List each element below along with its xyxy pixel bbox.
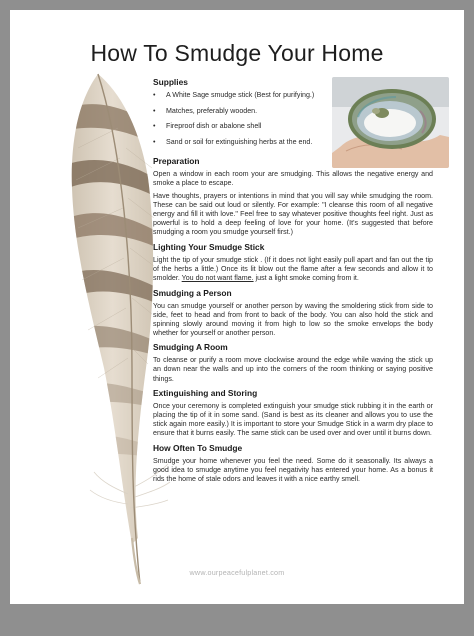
- paragraph: Open a window in each room your are smudging. This allows the negative energy and smoke a place to escape.: [153, 169, 433, 187]
- preparation-heading: Preparation: [153, 155, 200, 166]
- supplies-heading: Supplies: [153, 77, 188, 87]
- smudging-person-section: [153, 288, 433, 338]
- underlined-text: You do not want flame.: [181, 274, 254, 283]
- paragraph: You can smudge yourself or another person by waving the smoldering stick from side to side, feet to head and from front to back of the body. You can also hold the stick and spinning slowly around moving it from high to low so the smoke envelops the body whether for yourself or another person.: [153, 301, 433, 337]
- list-item: • Matches, preferably wooden.: [153, 107, 328, 116]
- lighting-heading: Lighting Your Smudge Stick: [153, 241, 265, 252]
- paragraph: Once your ceremony is completed extinguish your smudge stick rubbing it in the earth or placing the tip of it in some sand. (Sand is best as its cleaner and allows you to use the stick again more easily.) It is important to store your Smudge Stick in a warm dry place to ensure that it burns easily. The same stick can be used over and over until it burns down.: [153, 402, 433, 438]
- page-title: How To Smudge Your Home: [90, 40, 384, 66]
- smudging-person-heading: Smudging a Person: [153, 287, 232, 298]
- list-item: • Sand or soil for extinguishing herbs at the end.: [153, 138, 328, 147]
- extinguishing-heading: Extinguishing and Storing: [153, 388, 258, 399]
- paragraph: Smudge your home whenever you feel the need. Some do it seasonally. Its always a good idea to smudge anytime you feel negativity has entered your home. As a bonus it rids the home of stale odors and leaves it with a nice earthy smell.: [153, 456, 433, 483]
- smudging-room-heading: Smudging A Room: [153, 342, 228, 353]
- supplies-section: [153, 77, 328, 147]
- paragraph: Have thoughts, prayers or intentions in mind that you will say while smudging the room. These can be said out loud or silently. For example: "I cleanse this room of all negative energy and fill it with love." Feel free to say whatever positive thoughts feel right. Just as powerful is to hold a deep feeling of love for your home. (It's suggested that before smudging a room you smudge yourself first.): [153, 192, 433, 237]
- document-page: [10, 10, 464, 604]
- paragraph: To cleanse or purify a room move clockwise around the edge while waving the stick up an down near the walls and up into the corners of the room thinking or saying positive things.: [153, 356, 433, 383]
- paragraph: [153, 256, 433, 283]
- text-span: Light the tip of your smudge stick . (If it does not light easily pull apart and fan out the tip of the herbs a little.) Once its lit blow out the flame after a few seconds and allow it to smolder.: [153, 255, 433, 283]
- smudging-room-section: [153, 342, 433, 383]
- content-column: [153, 77, 433, 488]
- footer-url: www.ourpeacefulplanet.com: [189, 568, 285, 577]
- extinguishing-section: [153, 388, 433, 438]
- list-item: • Fireproof dish or abalone shell: [153, 122, 328, 131]
- feather-icon: [28, 68, 173, 588]
- text-span: just a light smoke coming from it.: [253, 274, 359, 283]
- list-item: • A White Sage smudge stick (Best for purifying.): [153, 91, 328, 100]
- preparation-section: [153, 156, 433, 238]
- how-often-heading: How Often To Smudge: [153, 442, 243, 453]
- lighting-section: [153, 242, 433, 283]
- supplies-list: [153, 91, 328, 147]
- how-often-section: [153, 443, 433, 484]
